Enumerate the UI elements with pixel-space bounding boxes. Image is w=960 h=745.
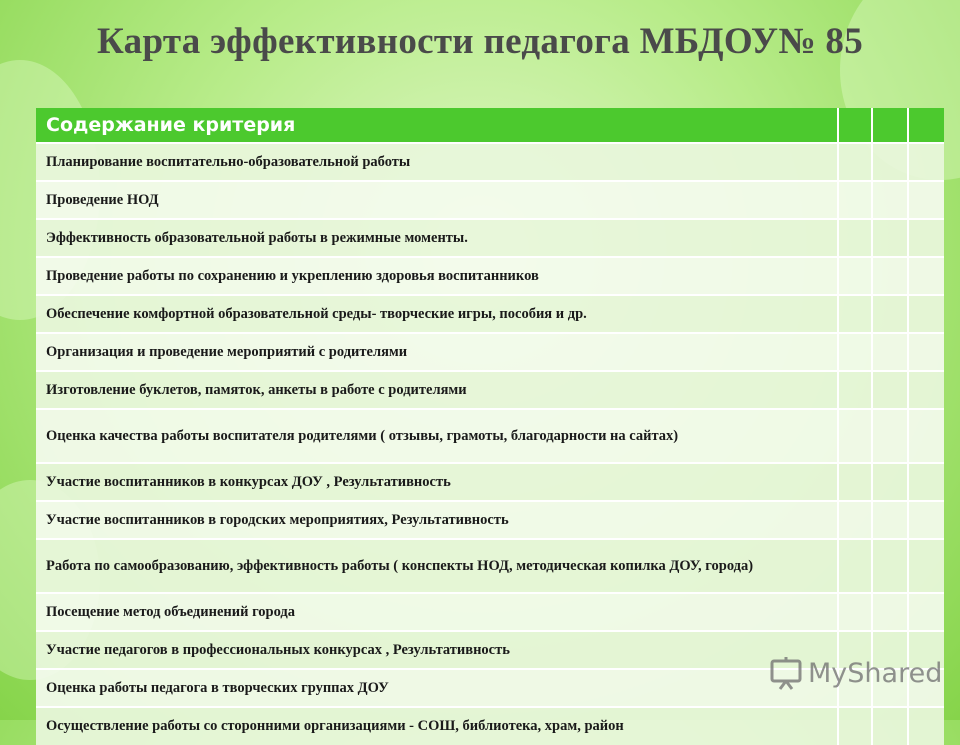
criteria-cell: Оценка качества работы воспитателя родителями ( отзывы, грамоты, благодарности на сайтах) bbox=[36, 409, 838, 463]
score-cell bbox=[872, 707, 908, 745]
score-cell bbox=[872, 219, 908, 257]
score-cell bbox=[872, 501, 908, 539]
header-cell bbox=[838, 108, 872, 143]
criteria-cell: Планирование воспитательно-образовательной работы bbox=[36, 143, 838, 181]
score-cell bbox=[838, 501, 872, 539]
page-title: Карта эффективности педагога МБДОУ№ 85 bbox=[97, 21, 863, 62]
criteria-cell: Изготовление буклетов, памяток, анкеты в работе с родителями bbox=[36, 371, 838, 409]
watermark-text: MyShared bbox=[808, 657, 943, 689]
score-cell bbox=[838, 707, 872, 745]
score-cell bbox=[838, 371, 872, 409]
criteria-cell: Работа по самообразованию, эффективность работы ( конспекты НОД, методическая копилка ДОУ, города) bbox=[36, 539, 838, 593]
score-cell bbox=[908, 501, 944, 539]
score-cell bbox=[908, 371, 944, 409]
score-cell bbox=[872, 539, 908, 593]
criteria-cell: Проведение НОД bbox=[36, 181, 838, 219]
score-cell bbox=[838, 181, 872, 219]
score-cell bbox=[908, 181, 944, 219]
score-cell bbox=[872, 257, 908, 295]
criteria-cell: Обеспечение комфортной образовательной среды- творческие игры, пособия и др. bbox=[36, 295, 838, 333]
table-row bbox=[36, 295, 944, 333]
header-criteria: Содержание критерия bbox=[36, 108, 838, 143]
criteria-cell: Оценка работы педагога в творческих группах ДОУ bbox=[36, 669, 838, 707]
score-cell bbox=[872, 295, 908, 333]
score-cell bbox=[908, 295, 944, 333]
criteria-cell: Посещение метод объединений города bbox=[36, 593, 838, 631]
table-row bbox=[36, 219, 944, 257]
score-cell bbox=[872, 463, 908, 501]
criteria-cell: Участие воспитанников в конкурсах ДОУ , Результативность bbox=[36, 463, 838, 501]
criteria-cell: Организация и проведение мероприятий с родителями bbox=[36, 333, 838, 371]
score-cell bbox=[908, 143, 944, 181]
presentation-icon bbox=[768, 655, 804, 691]
criteria-table-container bbox=[36, 108, 944, 745]
table-row bbox=[36, 333, 944, 371]
score-cell bbox=[908, 593, 944, 631]
score-cell bbox=[838, 143, 872, 181]
score-cell bbox=[838, 333, 872, 371]
table-row bbox=[36, 257, 944, 295]
table-row bbox=[36, 463, 944, 501]
score-cell bbox=[872, 409, 908, 463]
table-row bbox=[36, 371, 944, 409]
score-cell bbox=[872, 593, 908, 631]
score-cell bbox=[872, 143, 908, 181]
score-cell bbox=[908, 539, 944, 593]
score-cell bbox=[872, 333, 908, 371]
table-row bbox=[36, 539, 944, 593]
score-cell bbox=[838, 219, 872, 257]
score-cell bbox=[908, 333, 944, 371]
score-cell bbox=[872, 181, 908, 219]
score-cell bbox=[838, 539, 872, 593]
table-row bbox=[36, 707, 944, 745]
criteria-cell: Осуществление работы со сторонними организациями - СОШ, библиотека, храм, район bbox=[36, 707, 838, 745]
table-row bbox=[36, 143, 944, 181]
score-cell bbox=[838, 257, 872, 295]
myshared-logo bbox=[768, 655, 942, 691]
score-cell bbox=[908, 463, 944, 501]
score-cell bbox=[908, 257, 944, 295]
table-header-row bbox=[36, 108, 944, 143]
criteria-cell: Эффективность образовательной работы в режимные моменты. bbox=[36, 219, 838, 257]
criteria-cell: Проведение работы по сохранению и укреплению здоровья воспитанников bbox=[36, 257, 838, 295]
score-cell bbox=[838, 409, 872, 463]
table-row bbox=[36, 409, 944, 463]
score-cell bbox=[908, 707, 944, 745]
table-row bbox=[36, 593, 944, 631]
score-cell bbox=[872, 371, 908, 409]
score-cell bbox=[838, 463, 872, 501]
table-row bbox=[36, 181, 944, 219]
score-cell bbox=[908, 219, 944, 257]
criteria-table bbox=[36, 108, 944, 745]
header-cell bbox=[872, 108, 908, 143]
criteria-cell: Участие воспитанников в городских мероприятиях, Результативность bbox=[36, 501, 838, 539]
header-cell bbox=[908, 108, 944, 143]
score-cell bbox=[838, 593, 872, 631]
criteria-cell: Участие педагогов в профессиональных конкурсах , Результативность bbox=[36, 631, 838, 669]
table-row bbox=[36, 501, 944, 539]
score-cell bbox=[838, 295, 872, 333]
score-cell bbox=[908, 409, 944, 463]
